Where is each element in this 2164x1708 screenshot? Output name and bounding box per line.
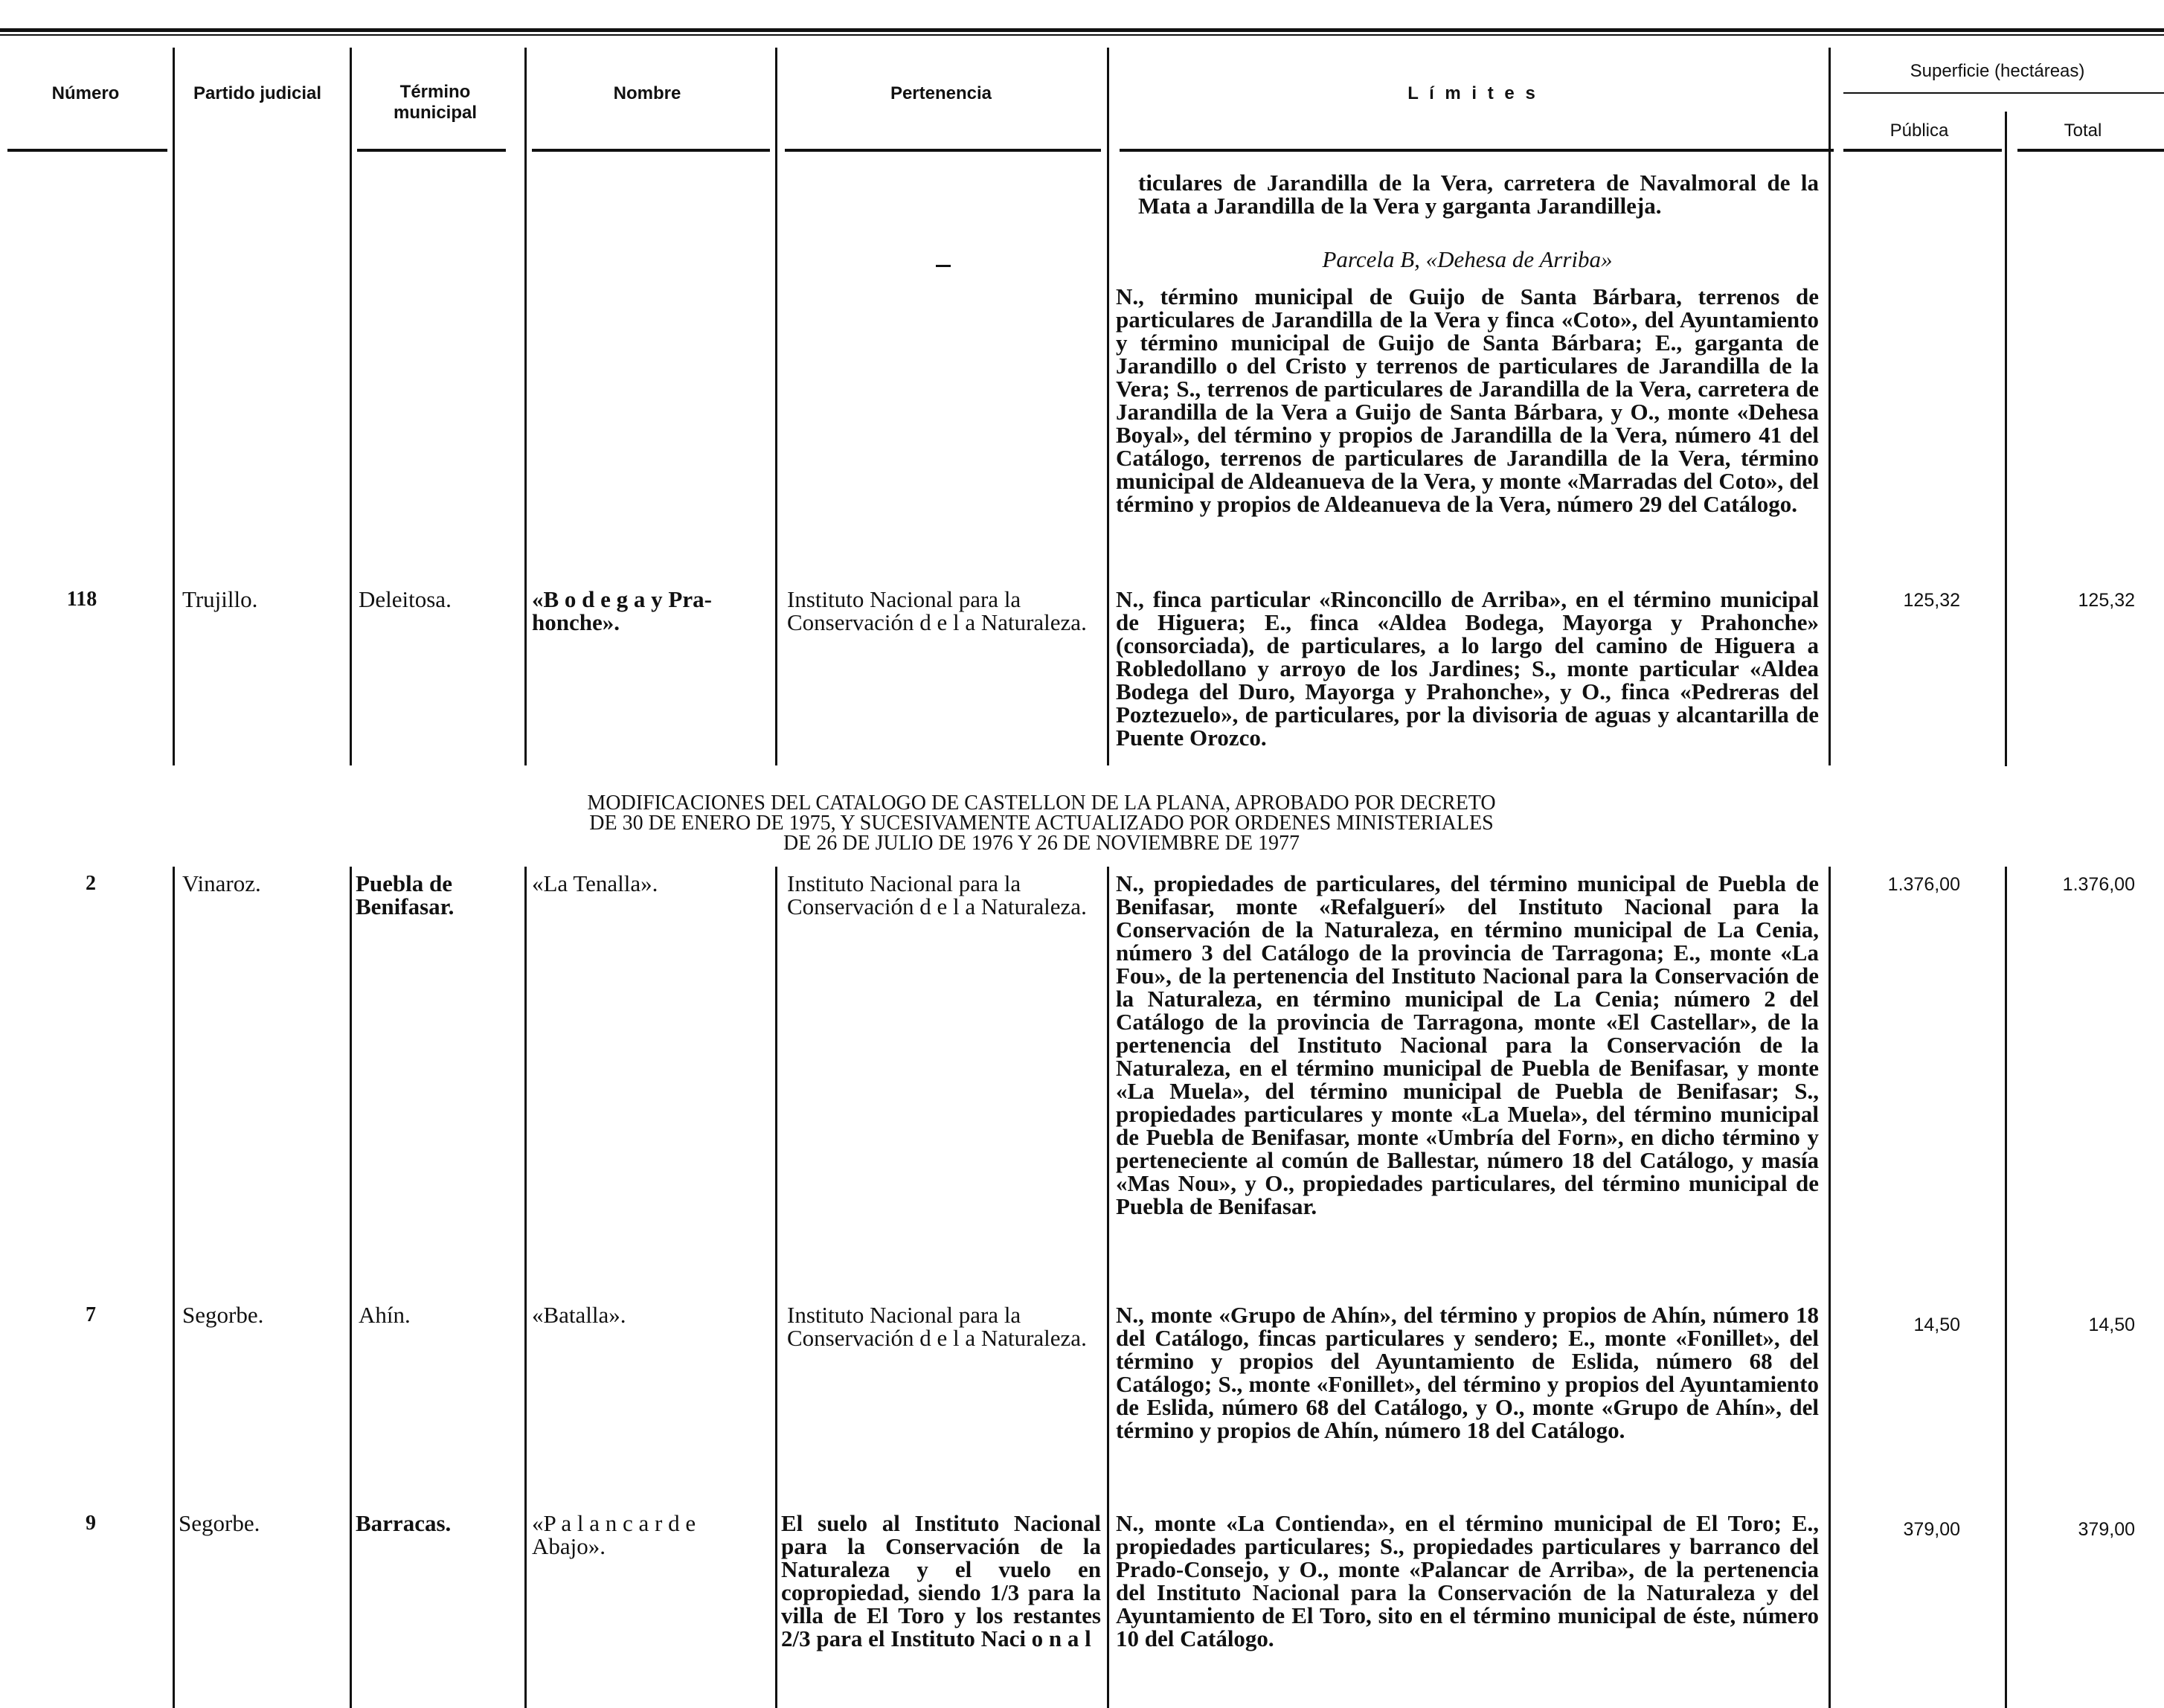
header-publica: Pública: [1890, 121, 1949, 141]
row-pertenencia: El suelo al Instituto Nacional para la Conservación de la Naturaleza y el vuelo en copropiedad, siendo 1/3 para la villa de El Toro y los restantes 2/3 para el Instituto Naci o n a l: [781, 1510, 1101, 1651]
row-pertenencia: Instituto Nacional para la Conservación d e l a Naturaleza.: [787, 1302, 1087, 1351]
row-publica: 14,50: [1913, 1314, 1960, 1335]
row-termino: Barracas.: [356, 1510, 452, 1536]
column-rule: [524, 48, 527, 765]
header-rule: [357, 149, 506, 152]
top-rule: [0, 28, 2164, 32]
row-numero: 2: [86, 872, 96, 895]
column-rule: [350, 48, 352, 765]
section-heading-line: DE 30 DE ENERO DE 1975, Y SUCESIVAMENTE ACTUALIZADO POR ORDENES MINISTERIALES: [589, 812, 1494, 835]
row-partido: Segorbe.: [179, 1510, 260, 1536]
header-numero: Número: [51, 83, 120, 103]
row-numero: 9: [86, 1512, 96, 1535]
parcela-title: Parcela B, «Dehesa de Arriba»: [1322, 246, 1613, 272]
row-termino: Ahín.: [359, 1302, 411, 1328]
row-limites: N., propiedades de particulares, del término municipal de Puebla de Benifasar, monte «Refalguerí» del Instituto Nacional para la Conservación de la Naturaleza, en término municipal de La Cenia, número 3 del Catálogo de la provincia de Tarragona; E., monte «La Fou», de la pertenencia del Instituto Nacional para la Conservación de la Naturaleza, en término municipal de La Cenia; número 2 del Catálogo de la provincia de Tarragona, monte «El Castellar», de la pertenencia del Instituto Nacional para la Conservación de la Naturaleza, en el término municipal de Puebla de Benifasar, y monte «La Muela», del término municipal de Puebla de Benifasar; S., propiedades particulares y monte «La Muela», del término municipal de Puebla de Benifasar, monte «Umbría del Forn», en dicho término y perteneciente al común de Ballestar, número 18 del Catálogo, y masía «Mas Nou», y O., propiedades particulares, del término municipal de Puebla de Benifasar.: [1116, 870, 1819, 1219]
column-rule: [1829, 48, 1831, 765]
row-limites: N., monte «Grupo de Ahín», del término y propios de Ahín, número 18 del Catálogo, fincas particulares y sendero; E., monte «Fonillet», del término y propios del Ayuntamiento de Eslida, número 68 del Catálogo; S., monte «Fonillet», del término y propios del Ayuntamiento de Eslida, número 68 del Catálogo, y O., monte «Grupo de Ahín», del término y propios de Ahín, número 18 del Catálogo.: [1116, 1302, 1819, 1443]
section-heading-line: MODIFICACIONES DEL CATALOGO DE CASTELLON DE LA PLANA, APROBADO POR DECRETO: [587, 792, 1496, 815]
header-rule: [2017, 149, 2164, 152]
row-total: 379,00: [2078, 1519, 2135, 1540]
row-numero: 118: [66, 588, 97, 611]
header-nombre: Nombre: [613, 83, 681, 103]
header-partido: Partido judicial: [193, 83, 322, 103]
row-partido: Trujillo.: [182, 586, 258, 612]
column-rule: [1829, 867, 1831, 1708]
row-nombre: «Batalla».: [532, 1302, 626, 1328]
continuation-text-2: N., término municipal de Guijo de Santa Bárbara, terrenos de particulares de Jarandilla de la Vera y finca «Coto», del Ayuntamiento y término municipal de Guijo de Santa Bárbara; E., garganta de Jarandillo o del Cristo y terrenos de particulares de Jarandilla de la Vera; S., terrenos de particulares de Jarandilla de la Vera, carretera de Jarandilla de la Vera a Guijo de Santa Bárbara, y O., monte «Dehesa Boyal», del término y propios de Jarandilla de la Vera, número 41 del Catálogo, terrenos de particulares de Jarandilla de la Vera, término municipal de Aldeanueva de la Vera, y monte «Marradas del Coto», del término y propios de Aldeanueva de la Vera, número 29 del Catálogo.: [1116, 283, 1819, 517]
row-nombre: «La Tenalla».: [532, 870, 658, 896]
row-pertenencia: Instituto Nacional para la Conservación d e l a Naturaleza.: [787, 870, 1087, 919]
column-rule: [524, 867, 527, 1708]
row-termino: Puebla de Benifasar.: [356, 870, 455, 919]
header-rule: [1843, 149, 2002, 152]
row-publica: 379,00: [1903, 1519, 1960, 1540]
row-nombre: «P a l a n c a r d e Abajo».: [532, 1510, 696, 1559]
superficie-rule: [1843, 92, 2164, 94]
column-rule: [2005, 112, 2007, 766]
column-rule: [173, 48, 175, 765]
header-rule: [7, 149, 167, 152]
row-publica: 125,32: [1903, 590, 1960, 611]
row-limites: N., finca particular «Rinconcillo de Arriba», en el término municipal de Higuera; E., finca «Aldea Bodega, Mayorga y Prahonche» (consorciada), de particulares, a lo largo del camino de Higuera a Robledollano y arroyo de los Jardines; S., monte particular «Aldea Bodega del Duro, Mayorga y Prahonche», y O., finca «Pedreras del Poztezuelo», de particulares, por la divisoria de aguas y alcantarilla de Puente Orozco.: [1116, 586, 1819, 751]
column-rule: [1107, 867, 1109, 1708]
section-heading-line: DE 26 DE JULIO DE 1976 Y 26 DE NOVIEMBRE DE 1977: [783, 832, 1300, 855]
header-termino: Término municipal: [393, 82, 478, 123]
row-partido: Segorbe.: [182, 1302, 264, 1328]
column-rule: [173, 867, 175, 1708]
row-numero: 7: [86, 1303, 96, 1326]
header-rule: [1120, 149, 1834, 152]
top-rule-2: [0, 34, 2164, 36]
header-pertenencia: Pertenencia: [890, 83, 992, 103]
row-nombre: «B o d e g a y Pra- honche».: [532, 586, 712, 635]
header-limites: L í m i t e s: [1407, 83, 1538, 103]
column-rule: [2005, 867, 2007, 1708]
row-partido: Vinaroz.: [182, 870, 261, 896]
row-total: 125,32: [2078, 590, 2135, 611]
header-rule: [785, 149, 1101, 152]
column-rule: [1107, 48, 1109, 765]
row-publica: 1.376,00: [1887, 874, 1960, 895]
dash-mark: [936, 265, 951, 267]
row-pertenencia: Instituto Nacional para la Conservación d e l a Naturaleza.: [787, 586, 1087, 635]
column-rule: [775, 867, 777, 1708]
column-rule: [350, 867, 352, 1708]
continuation-text: ticulares de Jarandilla de la Vera, carretera de Navalmoral de la Mata a Jarandilla de la Vera y garganta Jarandilleja.: [1138, 170, 1819, 219]
row-total: 1.376,00: [2062, 874, 2135, 895]
row-termino: Deleitosa.: [359, 586, 452, 612]
header-total: Total: [2064, 121, 2102, 141]
column-rule: [775, 48, 777, 765]
row-limites: N., monte «La Contienda», en el término municipal de El Toro; E., propiedades particulares; S., propiedades particulares y barranco del Prado-Consejo, y O., monte «Palancar de Arriba», de la pertenencia del Instituto Nacional para la Conservación de la Naturaleza y del Ayuntamiento de El Toro, sito en el término municipal de éste, número 10 del Catálogo.: [1116, 1510, 1819, 1651]
header-rule: [532, 149, 770, 152]
row-total: 14,50: [2088, 1314, 2135, 1335]
header-superficie: Superficie (hectáreas): [1910, 61, 2085, 81]
